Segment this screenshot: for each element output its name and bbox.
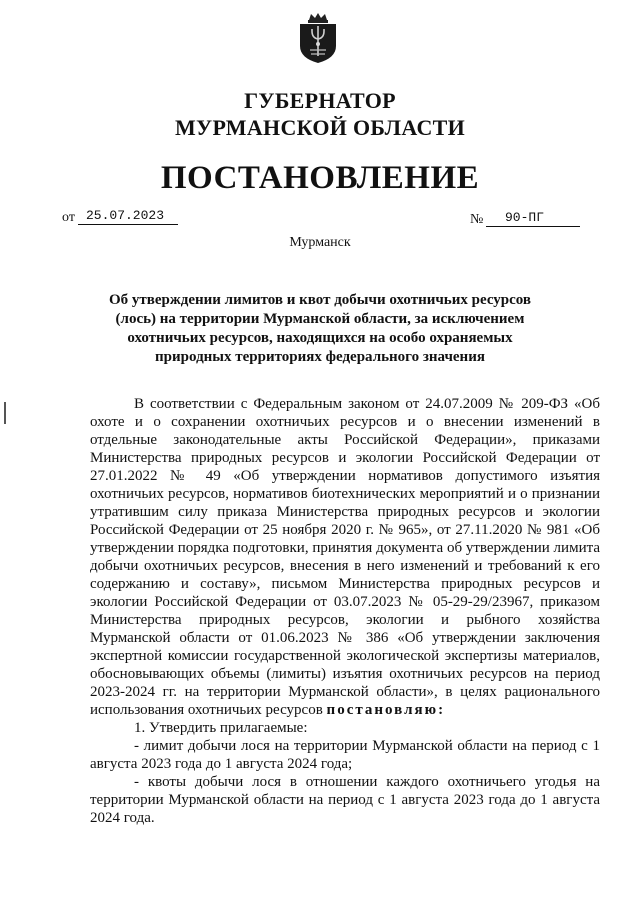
- number-prefix: №: [470, 212, 484, 227]
- preamble-text: В соответствии с Федеральным законом от 24.07.2009 № 209-ФЗ «Об охоте и о сохранении охотничьих ресурсов и о внесении изменений в отдельные законодательные акты Российской Федерации», приказами Министерства природных ресурсов и экологии Российской Федерации от 27.01.2022 № 49 «Об утверждении нормативов допустимого изъятия охотничьих ресурсов, нормативов биотехнических мероприятий и о признании утратившим силу приказа Министерства природных ресурсов и экологии Российской Федерации от 25 ноября 2020 г. № 965», от 27.11.2020 № 981 «Об утверждении порядка подготовки, принятия документа об утверждении лимита добычи охотничьих ресурсов, внесения в него изменений и требований к его содержанию и составу», письмом Министерства природных ресурсов и экологии Российской Федерации от 03.07.2023 № 05-29-29/23967, приказом Министерства природных ресурсов, экологии и рыбного хозяйства Мурманской области от 01.06.2023 № 386 «Об утверждении заключения экспертной комиссии государственной экологической экспертизы материалов, обосновывающих объемы (лимиты) изъятия охотничьих ресурсов на период 2023-2024 гг. на территории Мурманской области», в целях рационального использования охотничьих ресурсов: [90, 396, 600, 718]
- preamble-paragraph: [90, 395, 600, 719]
- item-1-limit: - лимит добычи лося на территории Мурманской области на период с 1 августа 2023 года до 1 августа 2024 года;: [90, 738, 600, 772]
- date-prefix: от: [62, 210, 75, 225]
- number-underline: [486, 226, 580, 227]
- city-name: Мурманск: [289, 235, 351, 250]
- document-number: 90-ПГ: [505, 210, 545, 225]
- margin-mark: [4, 402, 6, 424]
- authority-name-line1: ГУБЕРНАТОР: [244, 88, 396, 113]
- item-1: 1. Утвердить прилагаемые:: [134, 720, 308, 736]
- murmansk-coat-of-arms-icon: [297, 12, 339, 64]
- resolve-word: постановляю:: [326, 702, 446, 718]
- document-title: Об утверждении лимитов и квот добычи охотничьих ресурсов (лось) на территории Мурманской области, за исключением охотничьих ресурсов, находящихся на особо охраняемых природных территориях федерального значения: [108, 292, 532, 365]
- item-1-quotas: - квоты добычи лося в отношении каждого охотничьего угодья на территории Мурманской области на период с 1 августа 2023 года до 1 августа 2024 года.: [90, 774, 600, 826]
- document-date: 25.07.2023: [86, 208, 165, 223]
- document-body: [90, 395, 600, 827]
- authority-name-line2: МУРМАНСКОЙ ОБЛАСТИ: [174, 115, 466, 140]
- document-type-heading: ПОСТАНОВЛЕНИЕ: [160, 160, 480, 196]
- date-underline: [78, 224, 178, 225]
